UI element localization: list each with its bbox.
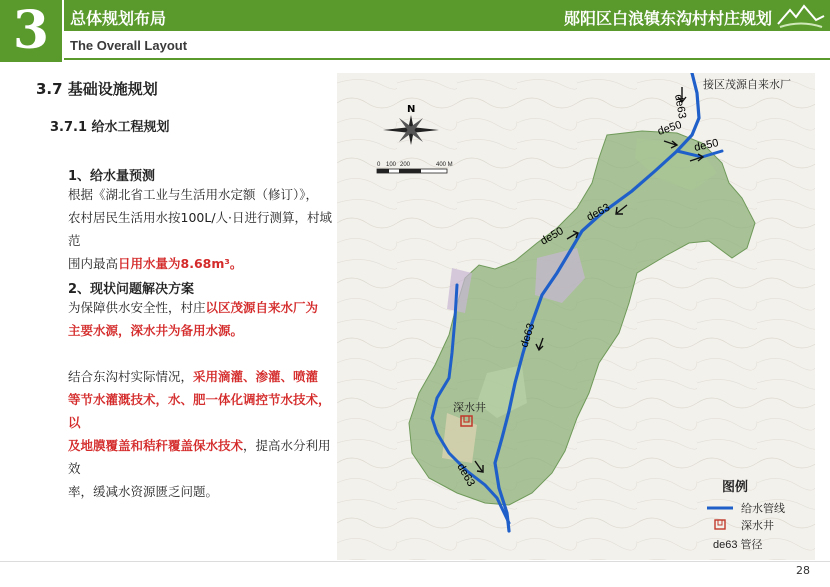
pipe-label-3: de50 [693, 137, 720, 154]
deep-well-label: 深水井 [453, 401, 486, 414]
water-demand-highlight: 日用水量为8.68m³。 [118, 256, 243, 271]
pipe-label-6: de63 [518, 321, 538, 349]
svg-text:de63 管径: de63 管径 [713, 539, 763, 551]
part2-p2-line1 [68, 365, 334, 388]
part2-p2-line3 [68, 434, 334, 480]
mountain-logo-icon [776, 2, 826, 30]
section-title: 3.7 基础设施规划 [36, 80, 158, 98]
pipe-label-7: de63 [454, 461, 478, 489]
part2-paragraph1 [68, 296, 334, 342]
page-header [0, 0, 830, 64]
chapter-title-en: The Overall Layout [70, 38, 188, 53]
part2-p2-line4: 率，缓减水资源匮乏问题。 [68, 484, 219, 499]
pipe-label-2: de50 [656, 118, 684, 138]
section-number: 3 [12, 0, 50, 61]
svg-text:100: 100 [386, 162, 397, 168]
part2-p1-line1 [68, 296, 334, 319]
header-underline [64, 58, 830, 60]
part1-heading: 1、给水量预测 [68, 169, 156, 184]
part1-line2: 农村居民生活用水按100L/人·日进行测算，村域范 [68, 210, 333, 248]
svg-text:N: N [407, 104, 416, 115]
chapter-title-cn: 总体规划布局 [70, 9, 167, 28]
part2-p2-prefix: 结合东沟村实际情况， [68, 369, 194, 384]
footer-divider [0, 561, 830, 562]
pipe-label-4: de63 [584, 201, 613, 224]
part2-paragraph2 [68, 365, 334, 503]
part2-p1-prefix: 为保障供水安全性，村庄 [68, 300, 206, 315]
irrigation-highlight-1: 采用滴灌、渗灌、喷灌 [193, 369, 319, 384]
svg-text:200: 200 [400, 162, 411, 168]
svg-text:400 M: 400 M [436, 162, 453, 168]
subsection-title: 3.7.1 给水工程规划 [50, 120, 170, 135]
svg-text:深水井: 深水井 [741, 520, 774, 532]
section-number-block [0, 0, 62, 62]
pipe-label-5: de50 [538, 224, 566, 248]
svg-text:给水管线: 给水管线 [741, 503, 785, 515]
part2-p2-suffix: ，提高水分利用效 [68, 438, 331, 476]
part1-paragraph [68, 183, 334, 275]
svg-text:0: 0 [377, 162, 381, 168]
part1-line3 [68, 252, 334, 275]
water-source-highlight-1: 以区茂源自来水厂为 [205, 300, 319, 315]
water-source-highlight-2: 主要水源，深水井为备用水源。 [68, 323, 244, 338]
project-title: 郧阳区白浪镇东沟村村庄规划 [563, 9, 772, 28]
map-canvas [337, 73, 815, 560]
water-supply-map [337, 73, 815, 560]
page-number: 28 [796, 564, 810, 577]
svg-text:图例: 图例 [722, 479, 749, 494]
part1-line3-prefix: 围内最高 [68, 256, 119, 271]
water-plant-label: 接区茂源自来水厂 [703, 78, 791, 91]
part2-heading: 2、现状问题解决方案 [68, 282, 195, 297]
irrigation-highlight-2: 等节水灌溉技术，水、肥一体化调控节水技术，以 [68, 392, 331, 430]
irrigation-highlight-3: 及地膜覆盖和秸秆覆盖保水技术 [68, 438, 244, 453]
pipe-label-1: de63 [672, 93, 689, 120]
part1-line1: 根据《湖北省工业与生活用水定额（修订）》， [68, 187, 319, 202]
